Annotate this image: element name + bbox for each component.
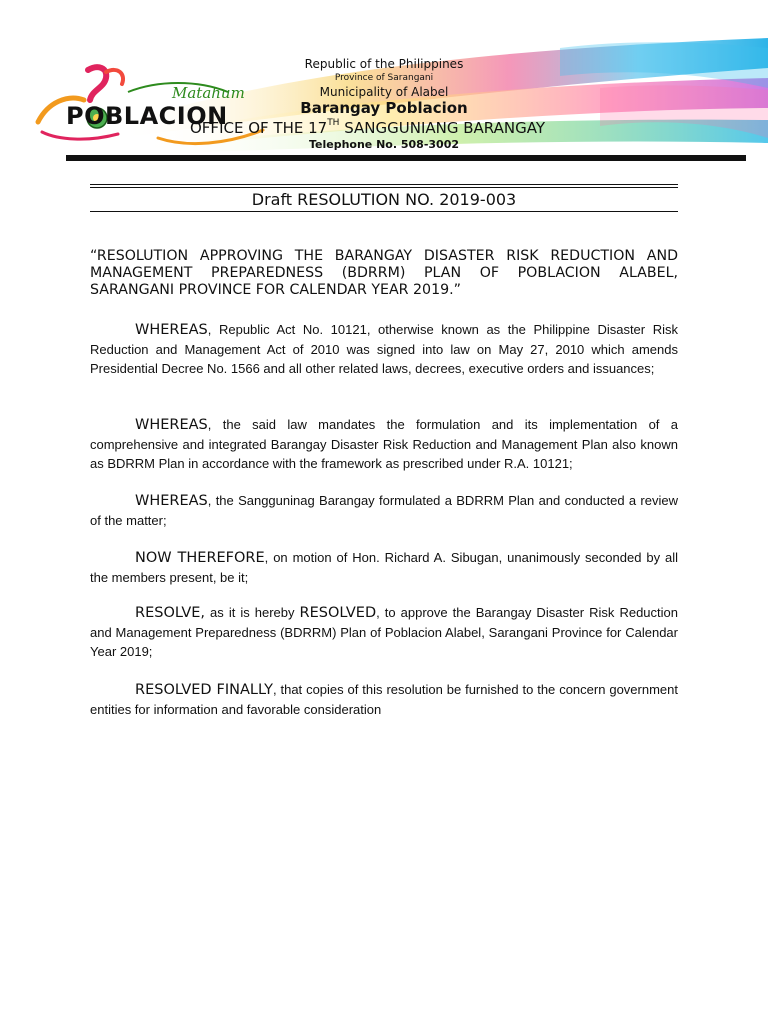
resolution-heading: “RESOLUTION APPROVING THE BARANGAY DISASTER RISK REDUCTION AND MANAGEMENT PREPAREDNESS (BDRRM) PLAN OF POBLACION ALABEL, SARANGANI PROVINCE FOR CALENDAR YEAR 2019.”: [90, 248, 678, 298]
letterhead-divider: [66, 155, 746, 161]
office-line: OFFICE OF THE 17TH SANGGUNIANG BARANGAY: [190, 118, 545, 137]
logo-wordmark: POBLACION: [66, 102, 228, 130]
municipality-line: Municipality of Alabel: [319, 85, 449, 99]
whereas-paragraph-2: WHEREAS, the said law mandates the formulation and its implementation of a comprehensive and integrated Barangay Disaster Risk Reduction and Management Plan also known as BDRRM Plan in accordance with the framework as prescribed under R.A. 10121;: [90, 417, 678, 471]
republic-line: Republic of the Philippines: [304, 57, 464, 71]
whereas-paragraph-3: WHEREAS, the Sangguninag Barangay formulated a BDRRM Plan and conducted a review of the matter;: [90, 493, 678, 528]
whereas-paragraph-1: WHEREAS, Republic Act No. 10121, otherwise known as the Philippine Disaster Risk Reduction and Management Act of 2010 was signed into law on May 27, 2010 which amends Presidential Decree No. 1566 and all other related laws, decrees, executive orders and issuances;: [90, 322, 678, 376]
resolution-title: Draft RESOLUTION NO. 2019-003: [251, 190, 517, 209]
telephone-line: Telephone No. 508-3002: [308, 138, 460, 151]
resolve-paragraph: RESOLVE, as it is hereby RESOLVED, to approve the Barangay Disaster Risk Reduction and Management Preparedness (BDRRM) Plan of Poblacion Alabel, Sarangani Province for Calendar Year 2019;: [90, 605, 678, 659]
barangay-name: Barangay Poblacion: [300, 99, 468, 117]
resolved-finally-paragraph: RESOLVED FINALLY, that copies of this resolution be furnished to the concern government entities for information and favorable consideration: [90, 682, 678, 717]
logo-tagline: Matahum: [172, 84, 245, 102]
province-line: Province of Sarangani: [334, 73, 434, 83]
now-therefore-paragraph: NOW THEREFORE, on motion of Hon. Richard A. Sibugan, unanimously seconded by all the members present, be it;: [90, 550, 679, 585]
resolution-title-box: [90, 184, 678, 212]
